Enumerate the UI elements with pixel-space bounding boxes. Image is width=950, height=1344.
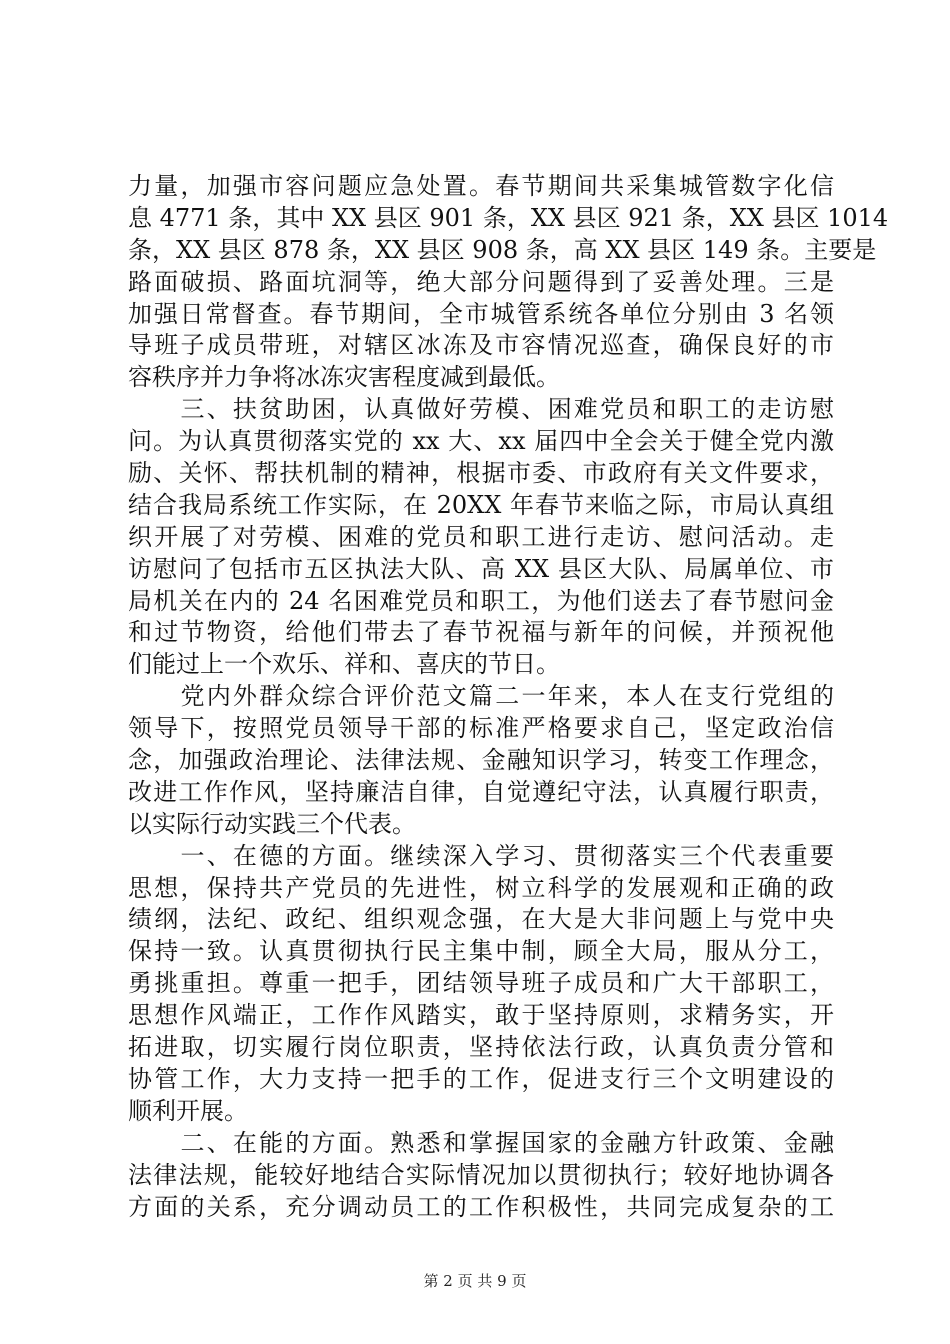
text-line: 问。为认真贯彻落实党的 xx 大、xx 届四中全会关于健全党内激 [128, 427, 834, 456]
text-line: 力量，加强市容问题应急处置。春节期间共采集城管数字化信 [128, 172, 834, 200]
text-line: 方面的关系，充分调动员工的工作积极性，共同完成复杂的工 [128, 1192, 834, 1221]
text-line: 路面破损、路面坑洞等，绝大部分问题得到了妥善处理。三是 [128, 267, 834, 296]
text-line: 三、扶贫助困，认真做好劳模、困难党员和职工的走访慰 [128, 395, 834, 424]
text-line: 导班子成员带班，对辖区冰冻及市容情况巡查，确保良好的市 [128, 331, 834, 360]
text-line: 结合我局系统工作实际，在 20XX 年春节来临之际，市局认真组 [128, 490, 834, 519]
text-line: 励、关怀、帮扶机制的精神，根据市委、市政府有关文件要求， [128, 459, 834, 488]
text-line: 思想，保持共产党员的先进性，树立科学的发展观和正确的政 [128, 873, 834, 902]
text-line: 改进工作作风，坚持廉洁自律，自觉遵纪守法，认真履行职责， [128, 777, 834, 806]
text-line: 加强日常督查。春节期间，全市城管系统各单位分别由 3 名领 [128, 299, 834, 328]
text-line: 一、在德的方面。继续深入学习、贯彻落实三个代表重要 [128, 841, 834, 870]
text-line: 二、在能的方面。熟悉和掌握国家的金融方针政策、金融 [128, 1128, 834, 1157]
text-line: 思想作风端正，工作作风踏实，敢于坚持原则，求精务实，开 [128, 1001, 834, 1030]
text-line: 织开展了对劳模、困难的党员和职工进行走访、慰问活动。走 [128, 522, 834, 551]
text-line: 保持一致。认真贯彻执行民主集中制，顾全大局，服从分工， [128, 937, 834, 966]
page-footer: 第 2 页 共 9 页 [423, 1272, 527, 1290]
text-line: 条，XX 县区 878 条，XX 县区 908 条，高 XX 县区 149 条。主要是 [128, 235, 877, 264]
text-line: 和过节物资，给他们带去了春节祝福与新年的问候，并预祝他 [128, 618, 834, 647]
text-line: 们能过上一个欢乐、祥和、喜庆的节日。 [128, 650, 560, 679]
document-body [128, 171, 889, 1223]
text-line: 拓进取，切实履行岗位职责，坚持依法行政，认真负责分管和 [128, 1033, 834, 1062]
text-line: 顺利开展。 [128, 1096, 248, 1125]
text-line: 容秩序并力争将冰冻灾害程度减到最低。 [128, 363, 560, 392]
text-line: 协管工作，大力支持一把手的工作，促进支行三个文明建设的 [128, 1064, 834, 1093]
text-line: 绩纲，法纪、政纪、组织观念强，在大是大非问题上与党中央 [128, 905, 834, 934]
text-line: 局机关在内的 24 名困难党员和职工，为他们送去了春节慰问金 [128, 586, 834, 615]
text-line: 领导下，按照党员领导干部的标准严格要求自己，坚定政治信 [128, 714, 834, 743]
text-line: 访慰问了包括市五区执法大队、高 XX 县区大队、局属单位、市 [128, 554, 834, 583]
text-line: 勇挑重担。尊重一把手，团结领导班子成员和广大干部职工， [128, 969, 834, 998]
text-line: 念，加强政治理论、法律法规、金融知识学习，转变工作理念， [128, 746, 834, 775]
text-line: 以实际行动实践三个代表。 [128, 809, 416, 838]
text-line: 党内外群众综合评价范文篇二一年来，本人在支行党组的 [128, 682, 834, 711]
text-line: 法律法规，能较好地结合实际情况加以贯彻执行；较好地协调各 [128, 1160, 834, 1189]
text-line: 息 4771 条，其中 XX 县区 901 条，XX 县区 921 条，XX 县区 1014 [128, 203, 889, 232]
